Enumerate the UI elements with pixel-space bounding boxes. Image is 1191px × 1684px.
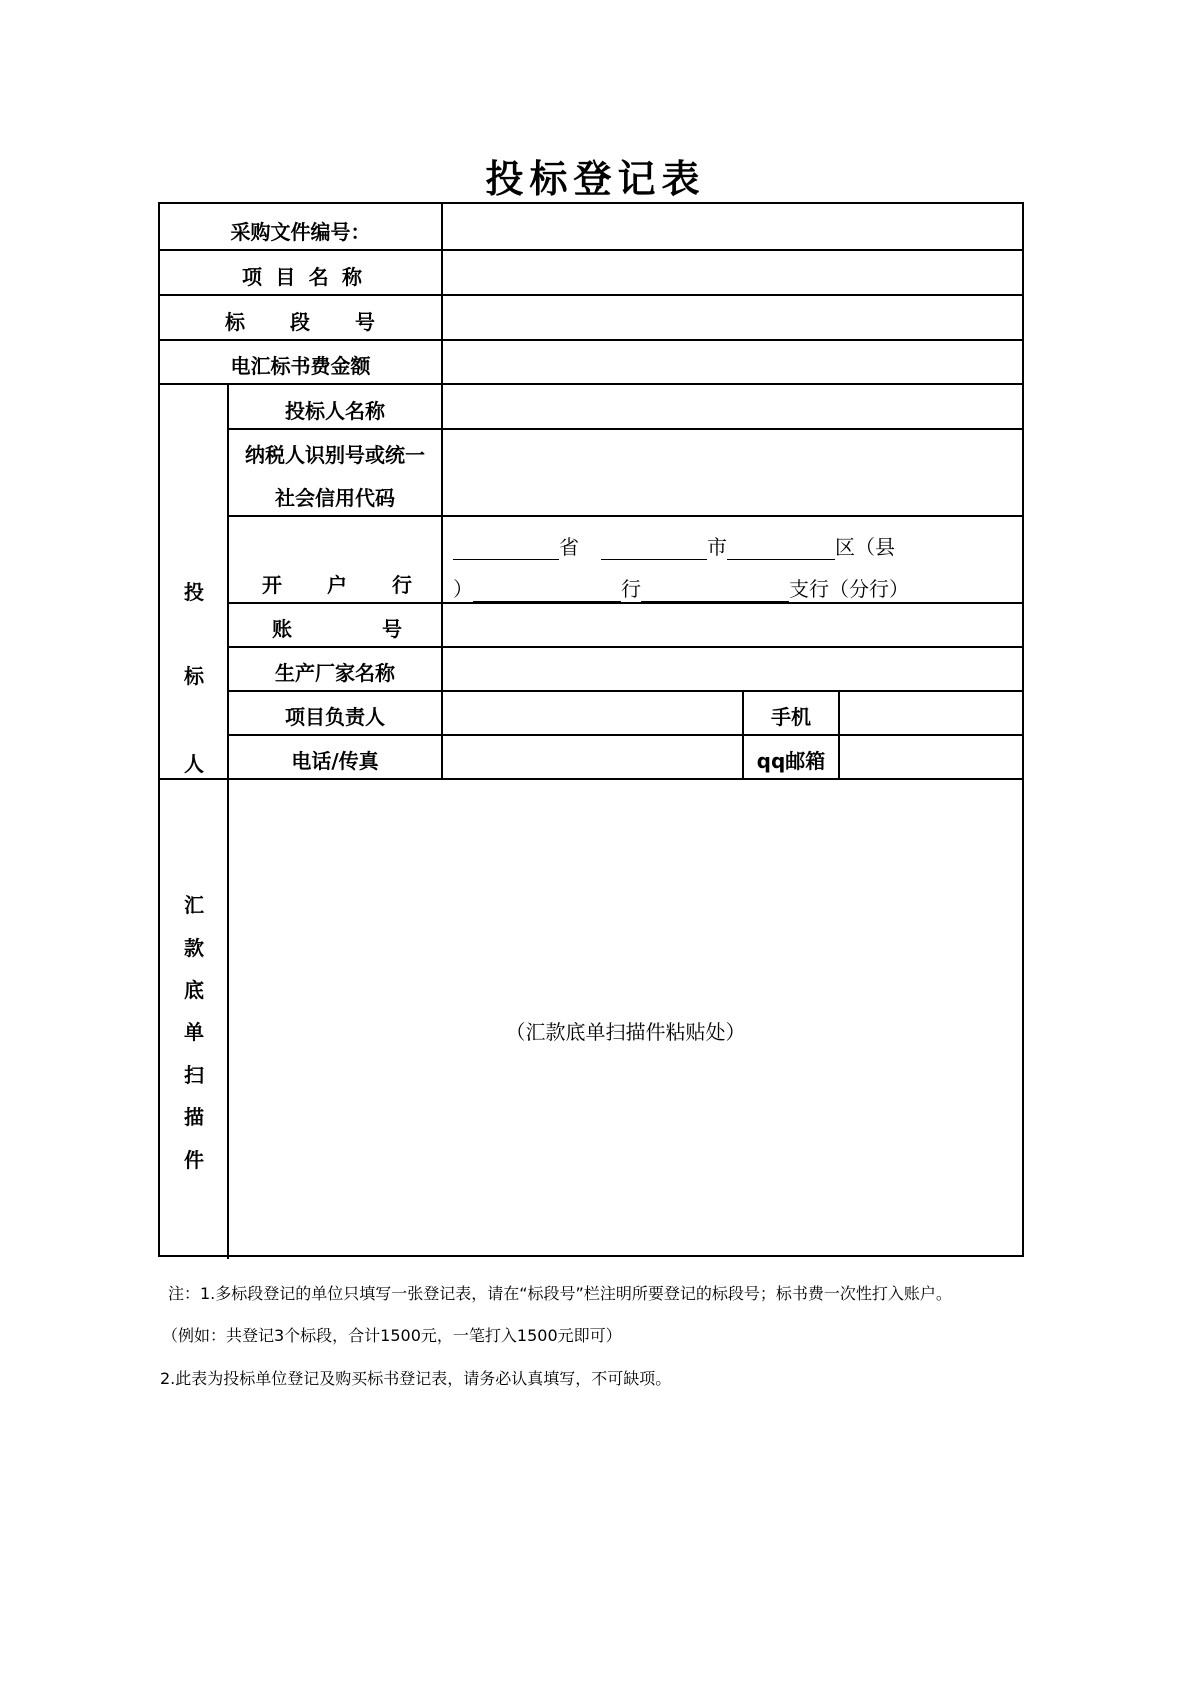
province-text: 省 [559, 535, 579, 559]
tax-id-label-line1: 纳税人识别号或统一 [245, 443, 425, 467]
lot-no-label [225, 294, 375, 339]
page-title: 投标登记表 [485, 156, 706, 201]
mobile-label: 手机 [771, 705, 811, 729]
remit-scan-area[interactable] [229, 780, 1022, 1257]
phone-fax-label: 电话/传真 [291, 749, 379, 773]
label-char: 项 [242, 265, 262, 289]
tax-id-field[interactable] [443, 430, 1022, 515]
label-char: 户 [327, 573, 347, 597]
label-char: 行 [392, 573, 412, 597]
account-field[interactable] [443, 604, 1022, 646]
label-char: 目 [275, 265, 296, 289]
label-char: 号 [355, 310, 375, 334]
remit-group-char: 件 [184, 1148, 204, 1172]
province-blank[interactable] [453, 537, 559, 560]
note-line-1: 注：1.多标段登记的单位只填写一张登记表，请在“标段号”栏注明所要登记的标段号；标书费一次性打入账户。 [168, 1284, 952, 1303]
fee-amount-label: 电汇标书费金额 [230, 354, 371, 378]
bidder-name-field[interactable] [443, 385, 1022, 428]
bank-text: 行 [621, 577, 641, 601]
remit-placeholder: （汇款底单扫描件粘贴处） [505, 1020, 746, 1044]
bank-address-line2 [453, 573, 909, 602]
city-blank[interactable] [601, 537, 707, 560]
label-char: 称 [341, 265, 362, 289]
bidder-name-label: 投标人名称 [285, 399, 385, 423]
district-text: 区（县 [835, 535, 895, 559]
registration-form [158, 202, 1024, 1257]
lot-no-field[interactable] [443, 296, 1022, 339]
label-char: 段 [290, 310, 310, 334]
doc-no-label: 采购文件编号： [230, 220, 371, 244]
tax-id-label-line2: 社会信用代码 [275, 486, 395, 510]
branch-blank[interactable] [641, 579, 789, 602]
mobile-field[interactable] [840, 692, 1022, 734]
manufacturer-field[interactable] [443, 648, 1022, 690]
bidder-group-char: 投 [184, 580, 204, 604]
remit-group-char: 描 [184, 1105, 204, 1129]
label-char: 标 [225, 310, 245, 334]
bank-blank[interactable] [473, 579, 621, 602]
account-label [272, 602, 402, 646]
project-lead-field[interactable] [443, 692, 742, 734]
remit-group-char: 底 [184, 978, 204, 1002]
doc-no-field[interactable] [443, 204, 1022, 249]
bank-address-line1 [453, 531, 895, 560]
label-char: 账 [272, 617, 292, 641]
project-name-field[interactable] [443, 251, 1022, 294]
branch-text: 支行（分行） [789, 577, 909, 601]
bidder-group-char: 人 [184, 752, 204, 776]
qq-email-label: qq邮箱 [756, 749, 826, 773]
remit-group-char: 款 [184, 936, 204, 960]
note-line-2: （例如：共登记3个标段，合计1500元，一笔打入1500元即可） [162, 1326, 622, 1345]
close-paren-text: ） [453, 577, 473, 601]
qq-email-field[interactable] [840, 736, 1022, 778]
district-blank[interactable] [727, 537, 835, 560]
project-name-label [242, 249, 362, 294]
manufacturer-label: 生产厂家名称 [275, 661, 395, 685]
bidder-group-char: 标 [184, 664, 204, 688]
remit-group-char: 扫 [184, 1063, 204, 1087]
city-text: 市 [707, 535, 727, 559]
phone-fax-field[interactable] [443, 736, 742, 778]
fee-amount-field[interactable] [443, 341, 1022, 383]
label-char: 名 [308, 265, 329, 289]
note-line-3: 2.此表为投标单位登记及购买标书登记表，请务必认真填写，不可缺项。 [160, 1369, 672, 1388]
label-char: 开 [262, 573, 282, 597]
label-char: 号 [382, 617, 402, 641]
bank-label [262, 515, 412, 602]
remit-group-char: 汇 [184, 893, 204, 917]
project-lead-label: 项目负责人 [285, 705, 385, 729]
remit-group-char: 单 [184, 1020, 204, 1044]
